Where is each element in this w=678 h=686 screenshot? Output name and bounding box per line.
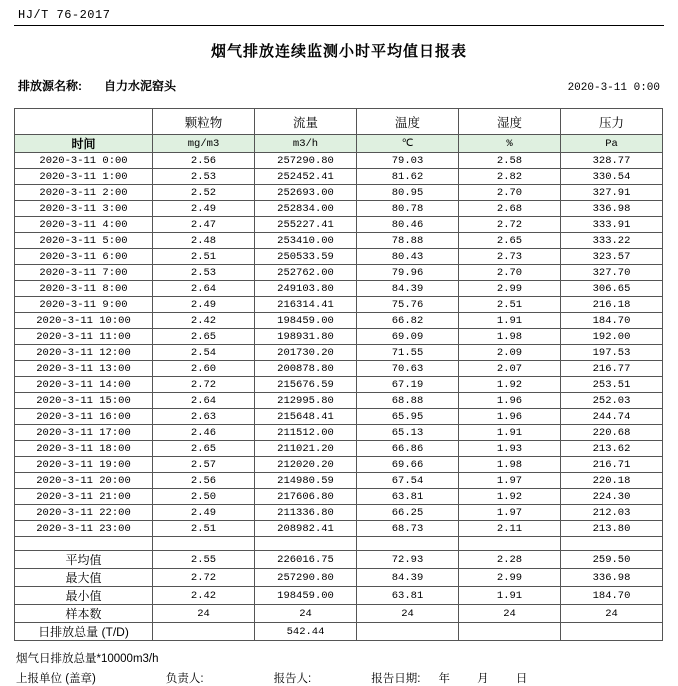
cell-particulate: 2.57 <box>153 457 255 473</box>
source-label: 排放源名称: <box>18 79 82 93</box>
cell-humidity: 2.09 <box>459 345 561 361</box>
summary-particulate: 2.55 <box>153 551 255 569</box>
summary-humidity: 24 <box>459 605 561 623</box>
cell-temperature: 69.09 <box>357 329 459 345</box>
cell-humidity: 1.97 <box>459 473 561 489</box>
cell-particulate: 2.49 <box>153 505 255 521</box>
footer-ymd: 年 月 日 <box>438 673 540 685</box>
header-divider <box>14 25 664 26</box>
cell-flow: 252834.00 <box>255 201 357 217</box>
cell-time: 2020-3-11 21:00 <box>15 489 153 505</box>
cell-pressure: 253.51 <box>561 377 663 393</box>
summary-row-max <box>15 569 663 587</box>
cell-humidity: 2.99 <box>459 281 561 297</box>
summary-particulate: 24 <box>153 605 255 623</box>
summary-humidity: 2.28 <box>459 551 561 569</box>
footer-reporter: 报告人: <box>273 673 312 685</box>
spacer-cell <box>357 537 459 551</box>
cell-pressure: 327.70 <box>561 265 663 281</box>
table-row <box>15 441 663 457</box>
table-row <box>15 297 663 313</box>
table-row <box>15 521 663 537</box>
source-name: 自力水泥窑头 <box>104 79 177 93</box>
footer-unit-seal: 上报单位 (盖章) <box>16 673 96 685</box>
summary-humidity: 1.91 <box>459 587 561 605</box>
cell-particulate: 2.56 <box>153 153 255 169</box>
cell-humidity: 2.70 <box>459 265 561 281</box>
table-row <box>15 425 663 441</box>
cell-particulate: 2.72 <box>153 377 255 393</box>
cell-temperature: 75.76 <box>357 297 459 313</box>
cell-humidity: 1.91 <box>459 425 561 441</box>
table-row <box>15 233 663 249</box>
cell-pressure: 192.00 <box>561 329 663 345</box>
summary-row-daily-total <box>15 623 663 641</box>
table-row <box>15 265 663 281</box>
page-title: 烟气排放连续监测小时平均值日报表 <box>210 43 467 60</box>
cell-flow: 252762.00 <box>255 265 357 281</box>
summary-temperature <box>357 623 459 641</box>
cell-pressure: 323.57 <box>561 249 663 265</box>
table-row <box>15 329 663 345</box>
cell-flow: 214980.59 <box>255 473 357 489</box>
cell-flow: 253410.00 <box>255 233 357 249</box>
cell-particulate: 2.51 <box>153 521 255 537</box>
cell-humidity: 1.92 <box>459 489 561 505</box>
summary-flow: 24 <box>255 605 357 623</box>
spacer-cell <box>15 537 153 551</box>
cell-pressure: 220.68 <box>561 425 663 441</box>
unit-flow: m3/h <box>255 135 357 153</box>
header-temperature: 温度 <box>357 109 459 135</box>
cell-flow: 211336.80 <box>255 505 357 521</box>
cell-temperature: 63.81 <box>357 489 459 505</box>
cell-particulate: 2.49 <box>153 297 255 313</box>
cell-temperature: 71.55 <box>357 345 459 361</box>
cell-humidity: 2.07 <box>459 361 561 377</box>
cell-flow: 249103.80 <box>255 281 357 297</box>
cell-particulate: 2.46 <box>153 425 255 441</box>
cell-flow: 217606.80 <box>255 489 357 505</box>
cell-humidity: 1.93 <box>459 441 561 457</box>
cell-humidity: 2.73 <box>459 249 561 265</box>
summary-temperature: 63.81 <box>357 587 459 605</box>
summary-humidity <box>459 623 561 641</box>
cell-particulate: 2.65 <box>153 329 255 345</box>
cell-particulate: 2.50 <box>153 489 255 505</box>
cell-particulate: 2.64 <box>153 281 255 297</box>
cell-humidity: 2.11 <box>459 521 561 537</box>
table-header-parameters <box>15 109 663 135</box>
cell-pressure: 333.22 <box>561 233 663 249</box>
summary-label: 最小值 <box>15 587 153 605</box>
cell-time: 2020-3-11 8:00 <box>15 281 153 297</box>
summary-label: 最大值 <box>15 569 153 587</box>
cell-humidity: 1.97 <box>459 505 561 521</box>
footer-note: 烟气日排放总量*10000m3/h <box>16 653 159 665</box>
cell-humidity: 2.68 <box>459 201 561 217</box>
spacer-cell <box>561 537 663 551</box>
cell-temperature: 84.39 <box>357 281 459 297</box>
cell-time: 2020-3-11 22:00 <box>15 505 153 521</box>
cell-temperature: 80.95 <box>357 185 459 201</box>
table-row <box>15 505 663 521</box>
footer-report-date: 报告日期: <box>371 673 421 685</box>
cell-particulate: 2.42 <box>153 313 255 329</box>
cell-humidity: 1.92 <box>459 377 561 393</box>
spacer-cell <box>255 537 357 551</box>
cell-temperature: 67.19 <box>357 377 459 393</box>
summary-flow: 542.44 <box>255 623 357 641</box>
cell-particulate: 2.54 <box>153 345 255 361</box>
table-row <box>15 185 663 201</box>
cell-flow: 216314.41 <box>255 297 357 313</box>
cell-particulate: 2.51 <box>153 249 255 265</box>
cell-temperature: 66.82 <box>357 313 459 329</box>
header-flow: 流量 <box>255 109 357 135</box>
cell-time: 2020-3-11 4:00 <box>15 217 153 233</box>
cell-temperature: 65.95 <box>357 409 459 425</box>
summary-flow: 198459.00 <box>255 587 357 605</box>
summary-pressure: 336.98 <box>561 569 663 587</box>
cell-time: 2020-3-11 1:00 <box>15 169 153 185</box>
cell-flow: 255227.41 <box>255 217 357 233</box>
summary-flow: 226016.75 <box>255 551 357 569</box>
cell-pressure: 213.62 <box>561 441 663 457</box>
cell-particulate: 2.53 <box>153 169 255 185</box>
header-humidity: 湿度 <box>459 109 561 135</box>
cell-pressure: 328.77 <box>561 153 663 169</box>
cell-humidity: 2.82 <box>459 169 561 185</box>
summary-temperature: 24 <box>357 605 459 623</box>
cell-pressure: 306.65 <box>561 281 663 297</box>
cell-time: 2020-3-11 13:00 <box>15 361 153 377</box>
cell-flow: 252452.41 <box>255 169 357 185</box>
cell-time: 2020-3-11 23:00 <box>15 521 153 537</box>
cell-flow: 211512.00 <box>255 425 357 441</box>
cell-time: 2020-3-11 20:00 <box>15 473 153 489</box>
cell-particulate: 2.64 <box>153 393 255 409</box>
summary-label: 样本数 <box>15 605 153 623</box>
report-datetime: 2020-3-11 0:00 <box>567 82 660 94</box>
cell-flow: 200878.80 <box>255 361 357 377</box>
cell-temperature: 80.78 <box>357 201 459 217</box>
cell-pressure: 213.80 <box>561 521 663 537</box>
cell-time: 2020-3-11 5:00 <box>15 233 153 249</box>
cell-pressure: 184.70 <box>561 313 663 329</box>
table-body <box>15 153 663 641</box>
header-time: 时间 <box>15 135 153 153</box>
cell-humidity: 2.65 <box>459 233 561 249</box>
cell-time: 2020-3-11 10:00 <box>15 313 153 329</box>
summary-pressure <box>561 623 663 641</box>
cell-time: 2020-3-11 6:00 <box>15 249 153 265</box>
cell-time: 2020-3-11 3:00 <box>15 201 153 217</box>
cell-flow: 215676.59 <box>255 377 357 393</box>
cell-temperature: 69.66 <box>357 457 459 473</box>
table-row <box>15 153 663 169</box>
table-row <box>15 409 663 425</box>
spacer-cell <box>153 537 255 551</box>
spacer-cell <box>459 537 561 551</box>
cell-humidity: 2.70 <box>459 185 561 201</box>
summary-temperature: 72.93 <box>357 551 459 569</box>
cell-time: 2020-3-11 12:00 <box>15 345 153 361</box>
cell-temperature: 70.63 <box>357 361 459 377</box>
cell-pressure: 336.98 <box>561 201 663 217</box>
cell-humidity: 2.58 <box>459 153 561 169</box>
cell-time: 2020-3-11 16:00 <box>15 409 153 425</box>
summary-humidity: 2.99 <box>459 569 561 587</box>
cell-pressure: 216.18 <box>561 297 663 313</box>
table-row <box>15 489 663 505</box>
cell-pressure: 327.91 <box>561 185 663 201</box>
cell-temperature: 79.03 <box>357 153 459 169</box>
report-meta <box>14 77 664 94</box>
summary-pressure: 259.50 <box>561 551 663 569</box>
cell-pressure: 252.03 <box>561 393 663 409</box>
table-row <box>15 377 663 393</box>
header-particulate: 颗粒物 <box>153 109 255 135</box>
cell-temperature: 68.88 <box>357 393 459 409</box>
cell-flow: 198931.80 <box>255 329 357 345</box>
cell-time: 2020-3-11 0:00 <box>15 153 153 169</box>
table-row <box>15 457 663 473</box>
emissions-table <box>14 108 663 641</box>
cell-temperature: 80.46 <box>357 217 459 233</box>
cell-flow: 212020.20 <box>255 457 357 473</box>
cell-temperature: 81.62 <box>357 169 459 185</box>
cell-time: 2020-3-11 14:00 <box>15 377 153 393</box>
summary-flow: 257290.80 <box>255 569 357 587</box>
cell-temperature: 78.88 <box>357 233 459 249</box>
summary-row-average <box>15 551 663 569</box>
cell-pressure: 333.91 <box>561 217 663 233</box>
cell-time: 2020-3-11 19:00 <box>15 457 153 473</box>
cell-particulate: 2.49 <box>153 201 255 217</box>
table-row <box>15 313 663 329</box>
summary-label: 日排放总量 (T/D) <box>15 623 153 641</box>
summary-particulate: 2.72 <box>153 569 255 587</box>
cell-humidity: 1.91 <box>459 313 561 329</box>
cell-flow: 198459.00 <box>255 313 357 329</box>
cell-time: 2020-3-11 7:00 <box>15 265 153 281</box>
cell-time: 2020-3-11 2:00 <box>15 185 153 201</box>
cell-humidity: 1.98 <box>459 329 561 345</box>
table-row <box>15 249 663 265</box>
cell-particulate: 2.56 <box>153 473 255 489</box>
table-row <box>15 281 663 297</box>
table-header-units <box>15 135 663 153</box>
unit-temperature: ℃ <box>357 135 459 153</box>
cell-pressure: 224.30 <box>561 489 663 505</box>
standard-code: HJ/T 76-2017 <box>18 8 111 22</box>
summary-temperature: 84.39 <box>357 569 459 587</box>
cell-humidity: 2.51 <box>459 297 561 313</box>
cell-particulate: 2.48 <box>153 233 255 249</box>
cell-particulate: 2.53 <box>153 265 255 281</box>
footer-signature-row <box>14 670 664 686</box>
table-row <box>15 393 663 409</box>
cell-humidity: 2.72 <box>459 217 561 233</box>
table-row <box>15 217 663 233</box>
header-corner <box>15 109 153 135</box>
summary-particulate: 2.42 <box>153 587 255 605</box>
cell-pressure: 330.54 <box>561 169 663 185</box>
cell-flow: 252693.00 <box>255 185 357 201</box>
cell-temperature: 79.96 <box>357 265 459 281</box>
header-pressure: 压力 <box>561 109 663 135</box>
cell-particulate: 2.65 <box>153 441 255 457</box>
table-row <box>15 361 663 377</box>
table-row <box>15 201 663 217</box>
cell-flow: 215648.41 <box>255 409 357 425</box>
cell-temperature: 67.54 <box>357 473 459 489</box>
cell-flow: 257290.80 <box>255 153 357 169</box>
unit-particulate: mg/m3 <box>153 135 255 153</box>
table-row <box>15 345 663 361</box>
cell-time: 2020-3-11 18:00 <box>15 441 153 457</box>
cell-flow: 201730.20 <box>255 345 357 361</box>
cell-pressure: 244.74 <box>561 409 663 425</box>
cell-time: 2020-3-11 15:00 <box>15 393 153 409</box>
summary-row-min <box>15 587 663 605</box>
spacer-row <box>15 537 663 551</box>
summary-particulate <box>153 623 255 641</box>
footer-charge: 负责人: <box>165 673 204 685</box>
cell-particulate: 2.47 <box>153 217 255 233</box>
cell-particulate: 2.52 <box>153 185 255 201</box>
cell-pressure: 216.71 <box>561 457 663 473</box>
cell-time: 2020-3-11 11:00 <box>15 329 153 345</box>
cell-time: 2020-3-11 17:00 <box>15 425 153 441</box>
cell-temperature: 66.25 <box>357 505 459 521</box>
summary-row-sample-count <box>15 605 663 623</box>
cell-humidity: 1.96 <box>459 409 561 425</box>
cell-humidity: 1.98 <box>459 457 561 473</box>
cell-time: 2020-3-11 9:00 <box>15 297 153 313</box>
unit-humidity: % <box>459 135 561 153</box>
table-row <box>15 473 663 489</box>
cell-flow: 250533.59 <box>255 249 357 265</box>
cell-pressure: 197.53 <box>561 345 663 361</box>
summary-label: 平均值 <box>15 551 153 569</box>
cell-pressure: 216.77 <box>561 361 663 377</box>
cell-humidity: 1.96 <box>459 393 561 409</box>
cell-temperature: 68.73 <box>357 521 459 537</box>
cell-pressure: 212.03 <box>561 505 663 521</box>
cell-temperature: 65.13 <box>357 425 459 441</box>
unit-pressure: Pa <box>561 135 663 153</box>
cell-pressure: 220.18 <box>561 473 663 489</box>
cell-flow: 208982.41 <box>255 521 357 537</box>
cell-flow: 211021.20 <box>255 441 357 457</box>
cell-flow: 212995.80 <box>255 393 357 409</box>
table-row <box>15 169 663 185</box>
summary-pressure: 24 <box>561 605 663 623</box>
cell-temperature: 80.43 <box>357 249 459 265</box>
cell-particulate: 2.63 <box>153 409 255 425</box>
cell-particulate: 2.60 <box>153 361 255 377</box>
cell-temperature: 66.86 <box>357 441 459 457</box>
summary-pressure: 184.70 <box>561 587 663 605</box>
